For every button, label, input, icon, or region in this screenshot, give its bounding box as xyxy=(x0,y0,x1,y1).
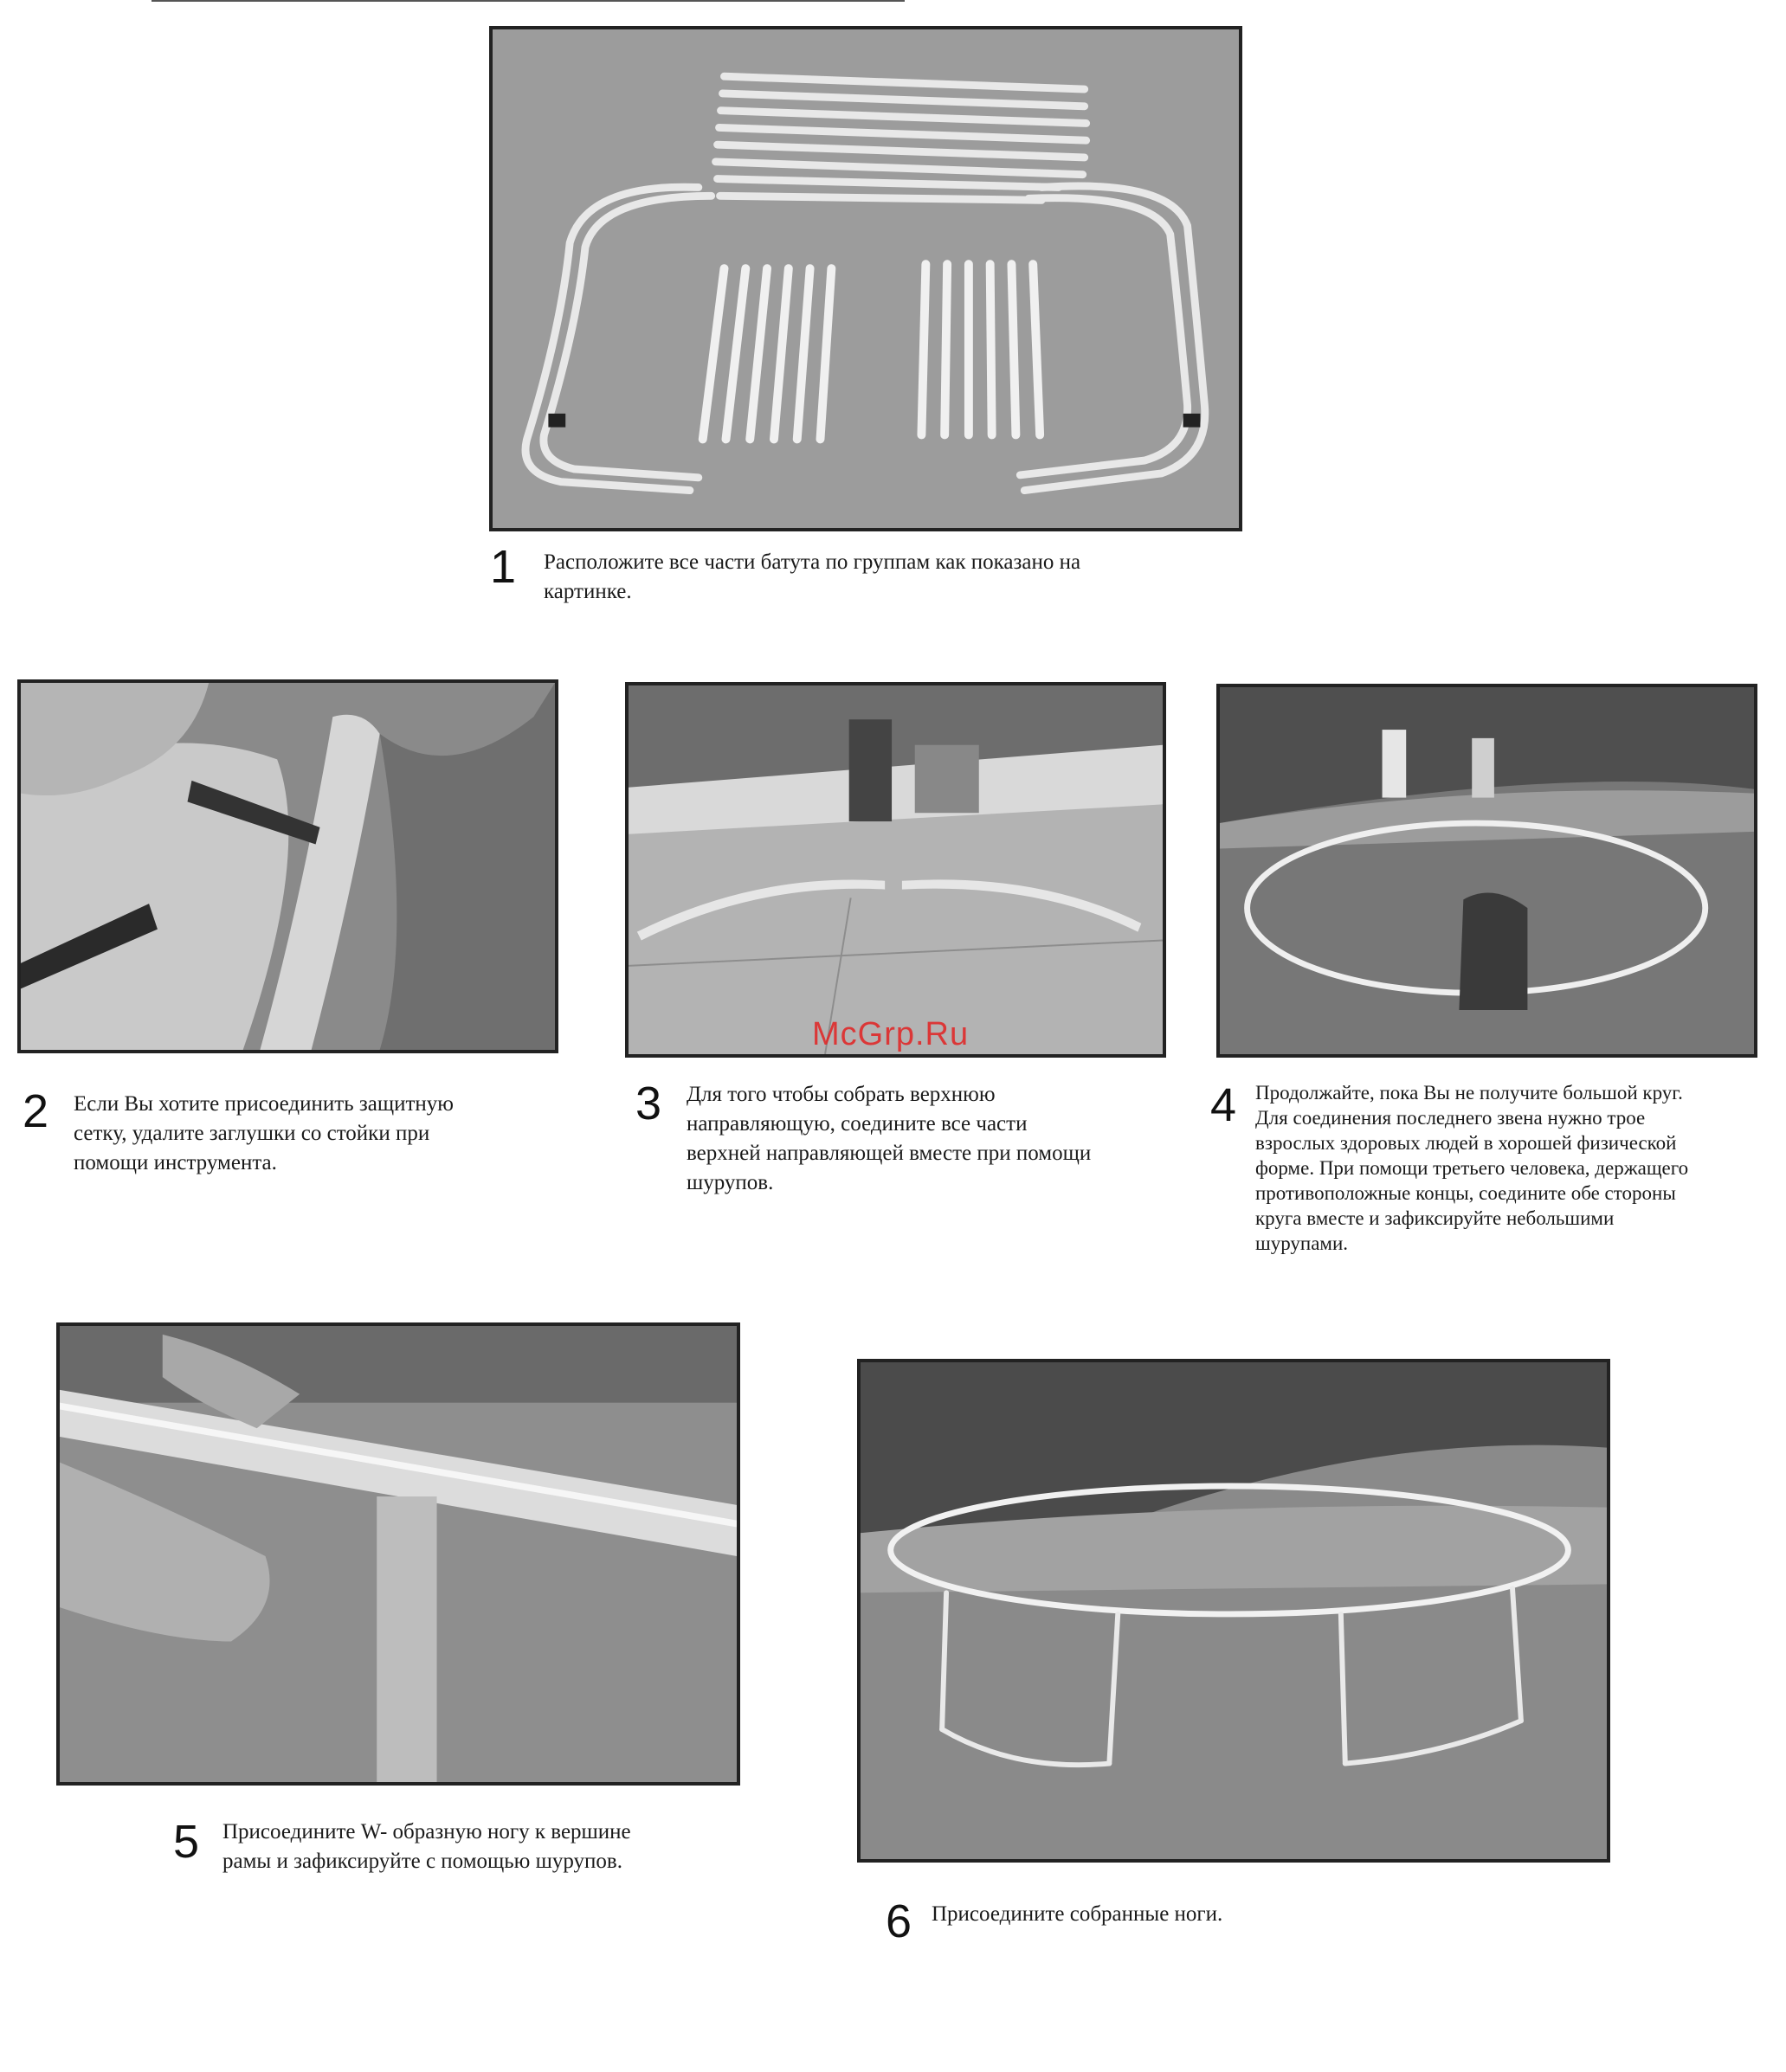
step-3-text: Для того чтобы собрать верхнюю направляющую, соедините все части верхней направляющей вместе при помощи шурупов. xyxy=(687,1083,1092,1194)
step-3-photo xyxy=(625,682,1166,1058)
step-4-number: 4 xyxy=(1210,1079,1237,1131)
step-3-number: 3 xyxy=(635,1078,662,1129)
step-1-photo xyxy=(489,26,1242,531)
step-2-photo xyxy=(17,679,558,1053)
step-5-photo xyxy=(56,1322,740,1786)
watermark: McGrp.Ru xyxy=(812,1016,970,1052)
step-4-photo xyxy=(1216,684,1757,1058)
step-1-number: 1 xyxy=(490,541,517,593)
step-2-number: 2 xyxy=(23,1085,49,1137)
step-5-text: Присоедините W- образную ногу к вершине рамы и зафиксируйте с помощью шурупов. xyxy=(222,1820,631,1873)
step-6-text: Присоедините собранные ноги. xyxy=(932,1902,1223,1926)
top-rule xyxy=(152,0,905,2)
step-6-number: 6 xyxy=(886,1895,912,1947)
step-6-photo xyxy=(857,1359,1610,1863)
step-5-number: 5 xyxy=(173,1816,200,1868)
step-1-text: Расположите все части батута по группам как показано на картинке. xyxy=(544,550,1081,603)
step-2-text: Если Вы хотите присоединить защитную сетку, удалите заглушки со стойки при помощи инструмента. xyxy=(74,1092,454,1174)
step-4-text: Продолжайте, пока Вы не получите большой круг. Для соединения последнего звена нужно трое взрослых здоровых людей в хорошей физической форме. При помощи третьего человека, держащего противоположные концы, соедините обе стороны круга вместе и зафиксируйте небольшими шурупами. xyxy=(1255,1082,1689,1254)
